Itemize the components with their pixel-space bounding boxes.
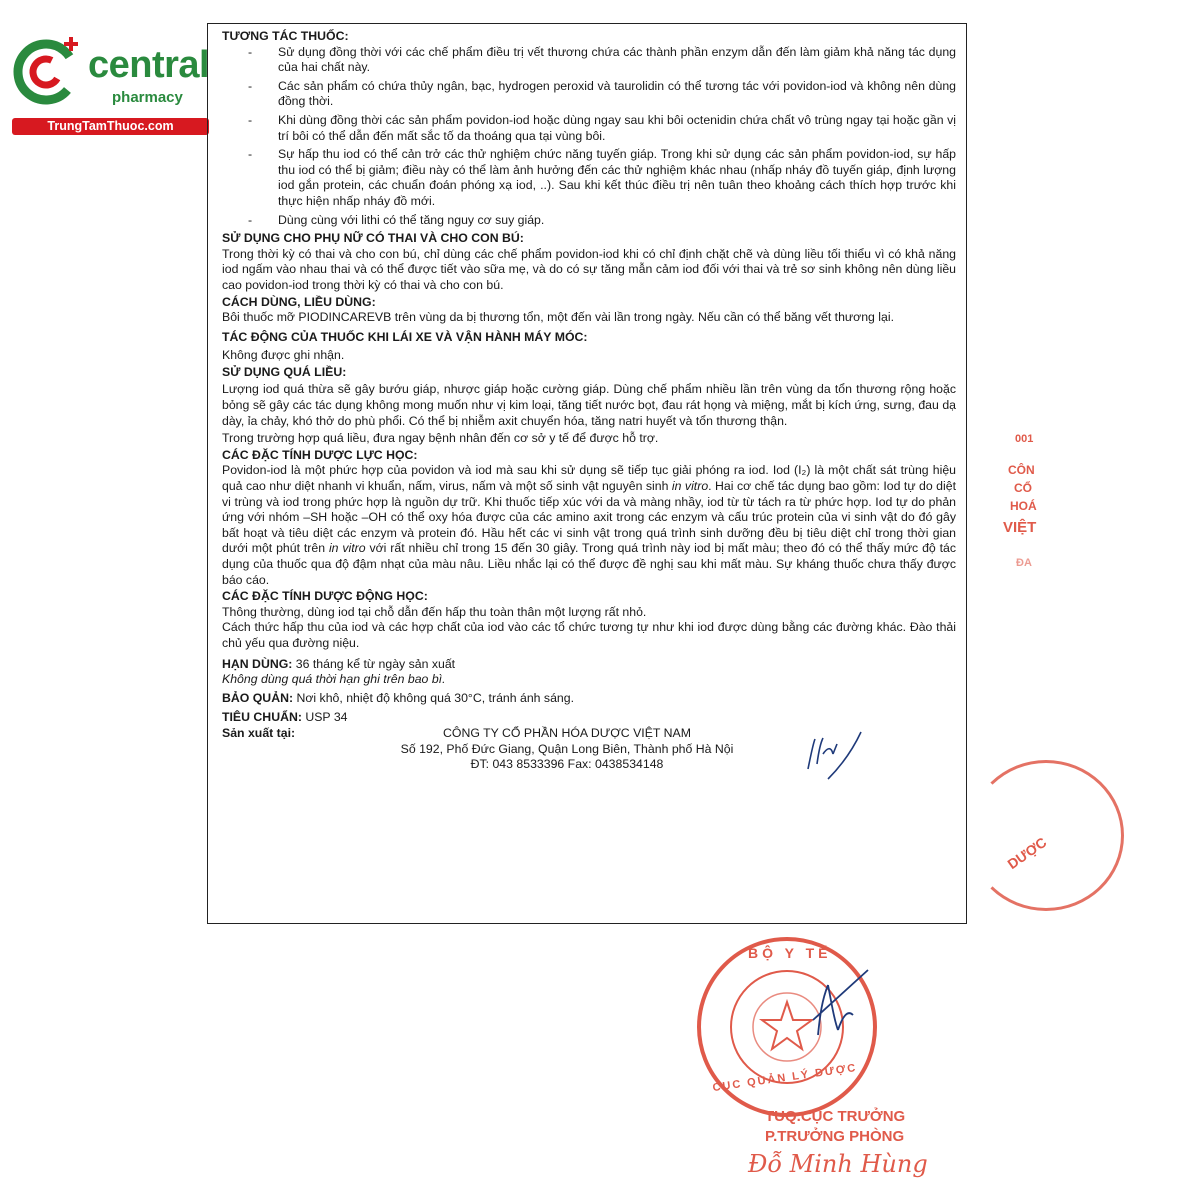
document-body bbox=[207, 23, 967, 924]
expiry-line: HẠN DÙNG: 36 tháng kể từ ngày sản xuất bbox=[222, 656, 456, 671]
pharmacodynamics-text: Povidon-iod là một phức hợp của povidon và iod mà sau khi sử dụng sẽ tiếp tục giải phóng ra iod. Iod (I₂) là một chất sát trùng hiệu quả cao như diệt nhanh vi khuẩn, nấm, virus, nấm và một số sinh vật nguyên sinh in vitro. Hai cơ chế tác dụng bao gồm: Iod tự do diệt vi trùng và iod trong phức hợp là nguồn dự trữ. Khi thuốc tiếp xúc với da và màng nhầy, iod từ từ tách ra từ phức hợp. Iod tự do phản ứng với nhóm –SH hoặc –OH có thể oxy hóa được của các amino axit trong các enzym và cấu trúc protein của vi sinh vật do đó gây bất hoạt và tiêu diệt các enzym và protein đó. Hầu hết các vi sinh vật trong quá trình sinh dưỡng đều bị tiêu diệt chỉ trong thời gian dưới một phút trên in vitro với rất nhiều chỉ trong 15 đến 30 giây. Trong quá trình này iod bị mất màu; theo đó có thể thấy mức độ tác dụng của thuốc qua độ đậm nhạt của màu nâu. Liều nhắc lại có thể được đề nghị sau khi mất màu. Sự kháng thuốc chưa thấy được báo cáo. bbox=[222, 463, 957, 587]
side-stamp-text: CỔ bbox=[1014, 481, 1032, 495]
interactions-list bbox=[222, 45, 956, 229]
list-item: - Các sản phẩm có chứa thủy ngân, bạc, hydrogen peroxid và taurolidin có thể tương tác với povidon-iod và không nên dùng đồng thời. bbox=[278, 79, 956, 110]
logo-mark-icon bbox=[10, 36, 90, 116]
expiry-note: Không dùng quá thời hạn ghi trên bao bì. bbox=[222, 672, 446, 687]
list-item: - Sự hấp thu iod có thể cản trở các thử nghiệm chức năng tuyến giáp. Trong khi sử dụng các sản phẩm povidon-iod, sự hấp thu iod có thể bị giảm; điều này có thể làm ảnh hưởng đến các thử nghiệm khác nhau (nhấp nháy đồ tuyến giáp, định lượng iod gắn protein, các chuẩn đoán phóng xạ iod, ..). Sau khi kết thúc điều trị nên tuân theo khoảng cách thích hợp trước khi thực hiện nhấp nháy đồ mới. bbox=[278, 147, 956, 209]
overdose-text-2: Trong trường hợp quá liều, đưa ngay bệnh nhân đến cơ sở y tế để được hỗ trợ. bbox=[222, 431, 659, 446]
ministry-stamp-top: BỘ Y TẾ bbox=[748, 945, 832, 961]
manufacturer-company: CÔNG TY CỔ PHẦN HÓA DƯỢC VIỆT NAM bbox=[443, 725, 691, 740]
list-item: - Dùng cùng với lithi có thể tăng nguy cơ suy giáp. bbox=[278, 213, 956, 229]
initials-signature bbox=[803, 724, 873, 784]
side-stamp-text: HOÁ bbox=[1010, 499, 1037, 513]
manufacturer-phone: ĐT: 043 8533396 Fax: 0438534148 bbox=[470, 757, 664, 772]
standard-line: TIÊU CHUẨN: USP 34 bbox=[222, 710, 348, 725]
list-item: - Sử dụng đồng thời với các chế phẩm điều trị vết thương chứa các thành phần enzym dẫn đến làm giảm khả năng tác dụng của hai chất này. bbox=[278, 45, 956, 76]
side-stamp-text: VIỆT bbox=[1003, 519, 1037, 536]
manufacturer-label: Sản xuất tại: bbox=[222, 725, 296, 740]
signature-name: Đỗ Minh Hùng bbox=[748, 1150, 928, 1178]
official-signature bbox=[808, 965, 878, 1045]
ministry-stamp-bottom: CỤC QUẢN LÝ DƯỢC bbox=[711, 1061, 858, 1095]
pharmacokinetics-text-2: Cách thức hấp thu của iod và các hợp chất của iod vào các tổ chức tương tự như khi iod được dùng bằng các đường khác. Đào thải chủ yếu qua đường niệu. bbox=[222, 620, 956, 650]
section-title-overdose: SỬ DỤNG QUÁ LIỀU: bbox=[222, 364, 347, 379]
manufacturer-address: Số 192, Phố Đức Giang, Quận Long Biên, Thành phố Hà Nội bbox=[400, 741, 734, 756]
pregnancy-text: Trong thời kỳ có thai và cho con bú, chỉ dùng các chế phẩm povidon-iod khi có chỉ định chặt chẽ và dùng liều tối thiểu vì có khả năng iod ngấm vào nhau thai và có thể được tiết vào sữa mẹ, và do có sự tăng mẫn cảm iod đối với thai và trẻ sơ sinh không nên dùng liều cao povidon-iod trong thời kỳ có thai và cho con bú. bbox=[222, 246, 956, 292]
pharmacokinetics-text-1: Thông thường, dùng iod tại chỗ dẫn đến hấp thu toàn thân một lượng rất nhỏ. bbox=[222, 604, 647, 619]
section-title-pregnancy: SỬ DỤNG CHO PHỤ NỮ CÓ THAI VÀ CHO CON BÚ: bbox=[222, 231, 524, 246]
side-stamp-text: CÔN bbox=[1008, 463, 1035, 477]
list-item: - Khi dùng đồng thời các sản phẩm povidon-iod hoặc dùng ngay sau khi bôi octenidin chứa chất vô trùng ngay tại hoặc gần vị trí bôi có thể dẫn đến mất sắc tố da thoáng qua tại vùng bôi. bbox=[278, 113, 956, 144]
section-title-driving: TÁC ĐỘNG CỦA THUỐC KHI LÁI XE VÀ VẬN HÀNH MÁY MÓC: bbox=[222, 329, 588, 344]
right-stamp-text: DƯỢC bbox=[1004, 833, 1050, 873]
signature-title-2: P.TRƯỞNG PHÒNG bbox=[765, 1128, 905, 1145]
side-stamp-text: ĐA bbox=[1016, 557, 1032, 569]
logo-brand-text: central bbox=[88, 44, 210, 86]
storage-line: BẢO QUẢN: Nơi khô, nhiệt độ không quá 30°C, tránh ánh sáng. bbox=[222, 690, 575, 705]
driving-text: Không được ghi nhận. bbox=[222, 348, 345, 363]
section-title-dosage: CÁCH DÙNG, LIỀU DÙNG: bbox=[222, 294, 376, 309]
side-stamp-fragment bbox=[1000, 425, 1045, 585]
side-stamp-text: 001 bbox=[1015, 433, 1034, 445]
signature-title-1: TUQ.CỤC TRƯỞNG bbox=[765, 1108, 906, 1125]
right-round-stamp bbox=[968, 760, 1124, 911]
dosage-text: Bôi thuốc mỡ PIODINCAREVB trên vùng da bị thương tổn, một đến vài lần trong ngày. Nếu cần có thể băng vết thương lại. bbox=[222, 310, 895, 325]
logo-url-link[interactable]: TrungTamThuoc.com bbox=[12, 118, 209, 135]
section-title-pharmacodynamics: CÁC ĐẶC TÍNH DƯỢC LỰC HỌC: bbox=[222, 447, 418, 462]
overdose-text-1: Lượng iod quá thừa sẽ gây bướu giáp, nhược giáp hoặc cường giáp. Dùng chế phẩm nhiều lần trên vùng da tổn thương rộng hoặc bỏng sẽ gây các tác dụng không mong muốn như vị kim loại, tăng tiết nước bọt, đau rát họng và miệng, mắt bị kích ứng, sưng, đau dạ dày, ỉa chảy, khó thở do phù phổi. Có thể bị nhiễm axit chuyển hóa, tăng natri huyết và tổn thương thận. bbox=[222, 382, 956, 428]
section-title-interactions: TƯƠNG TÁC THUỐC: bbox=[222, 29, 349, 43]
section-title-pharmacokinetics: CÁC ĐẶC TÍNH DƯỢC ĐỘNG HỌC: bbox=[222, 589, 428, 604]
logo-sub-text: pharmacy bbox=[112, 89, 183, 106]
